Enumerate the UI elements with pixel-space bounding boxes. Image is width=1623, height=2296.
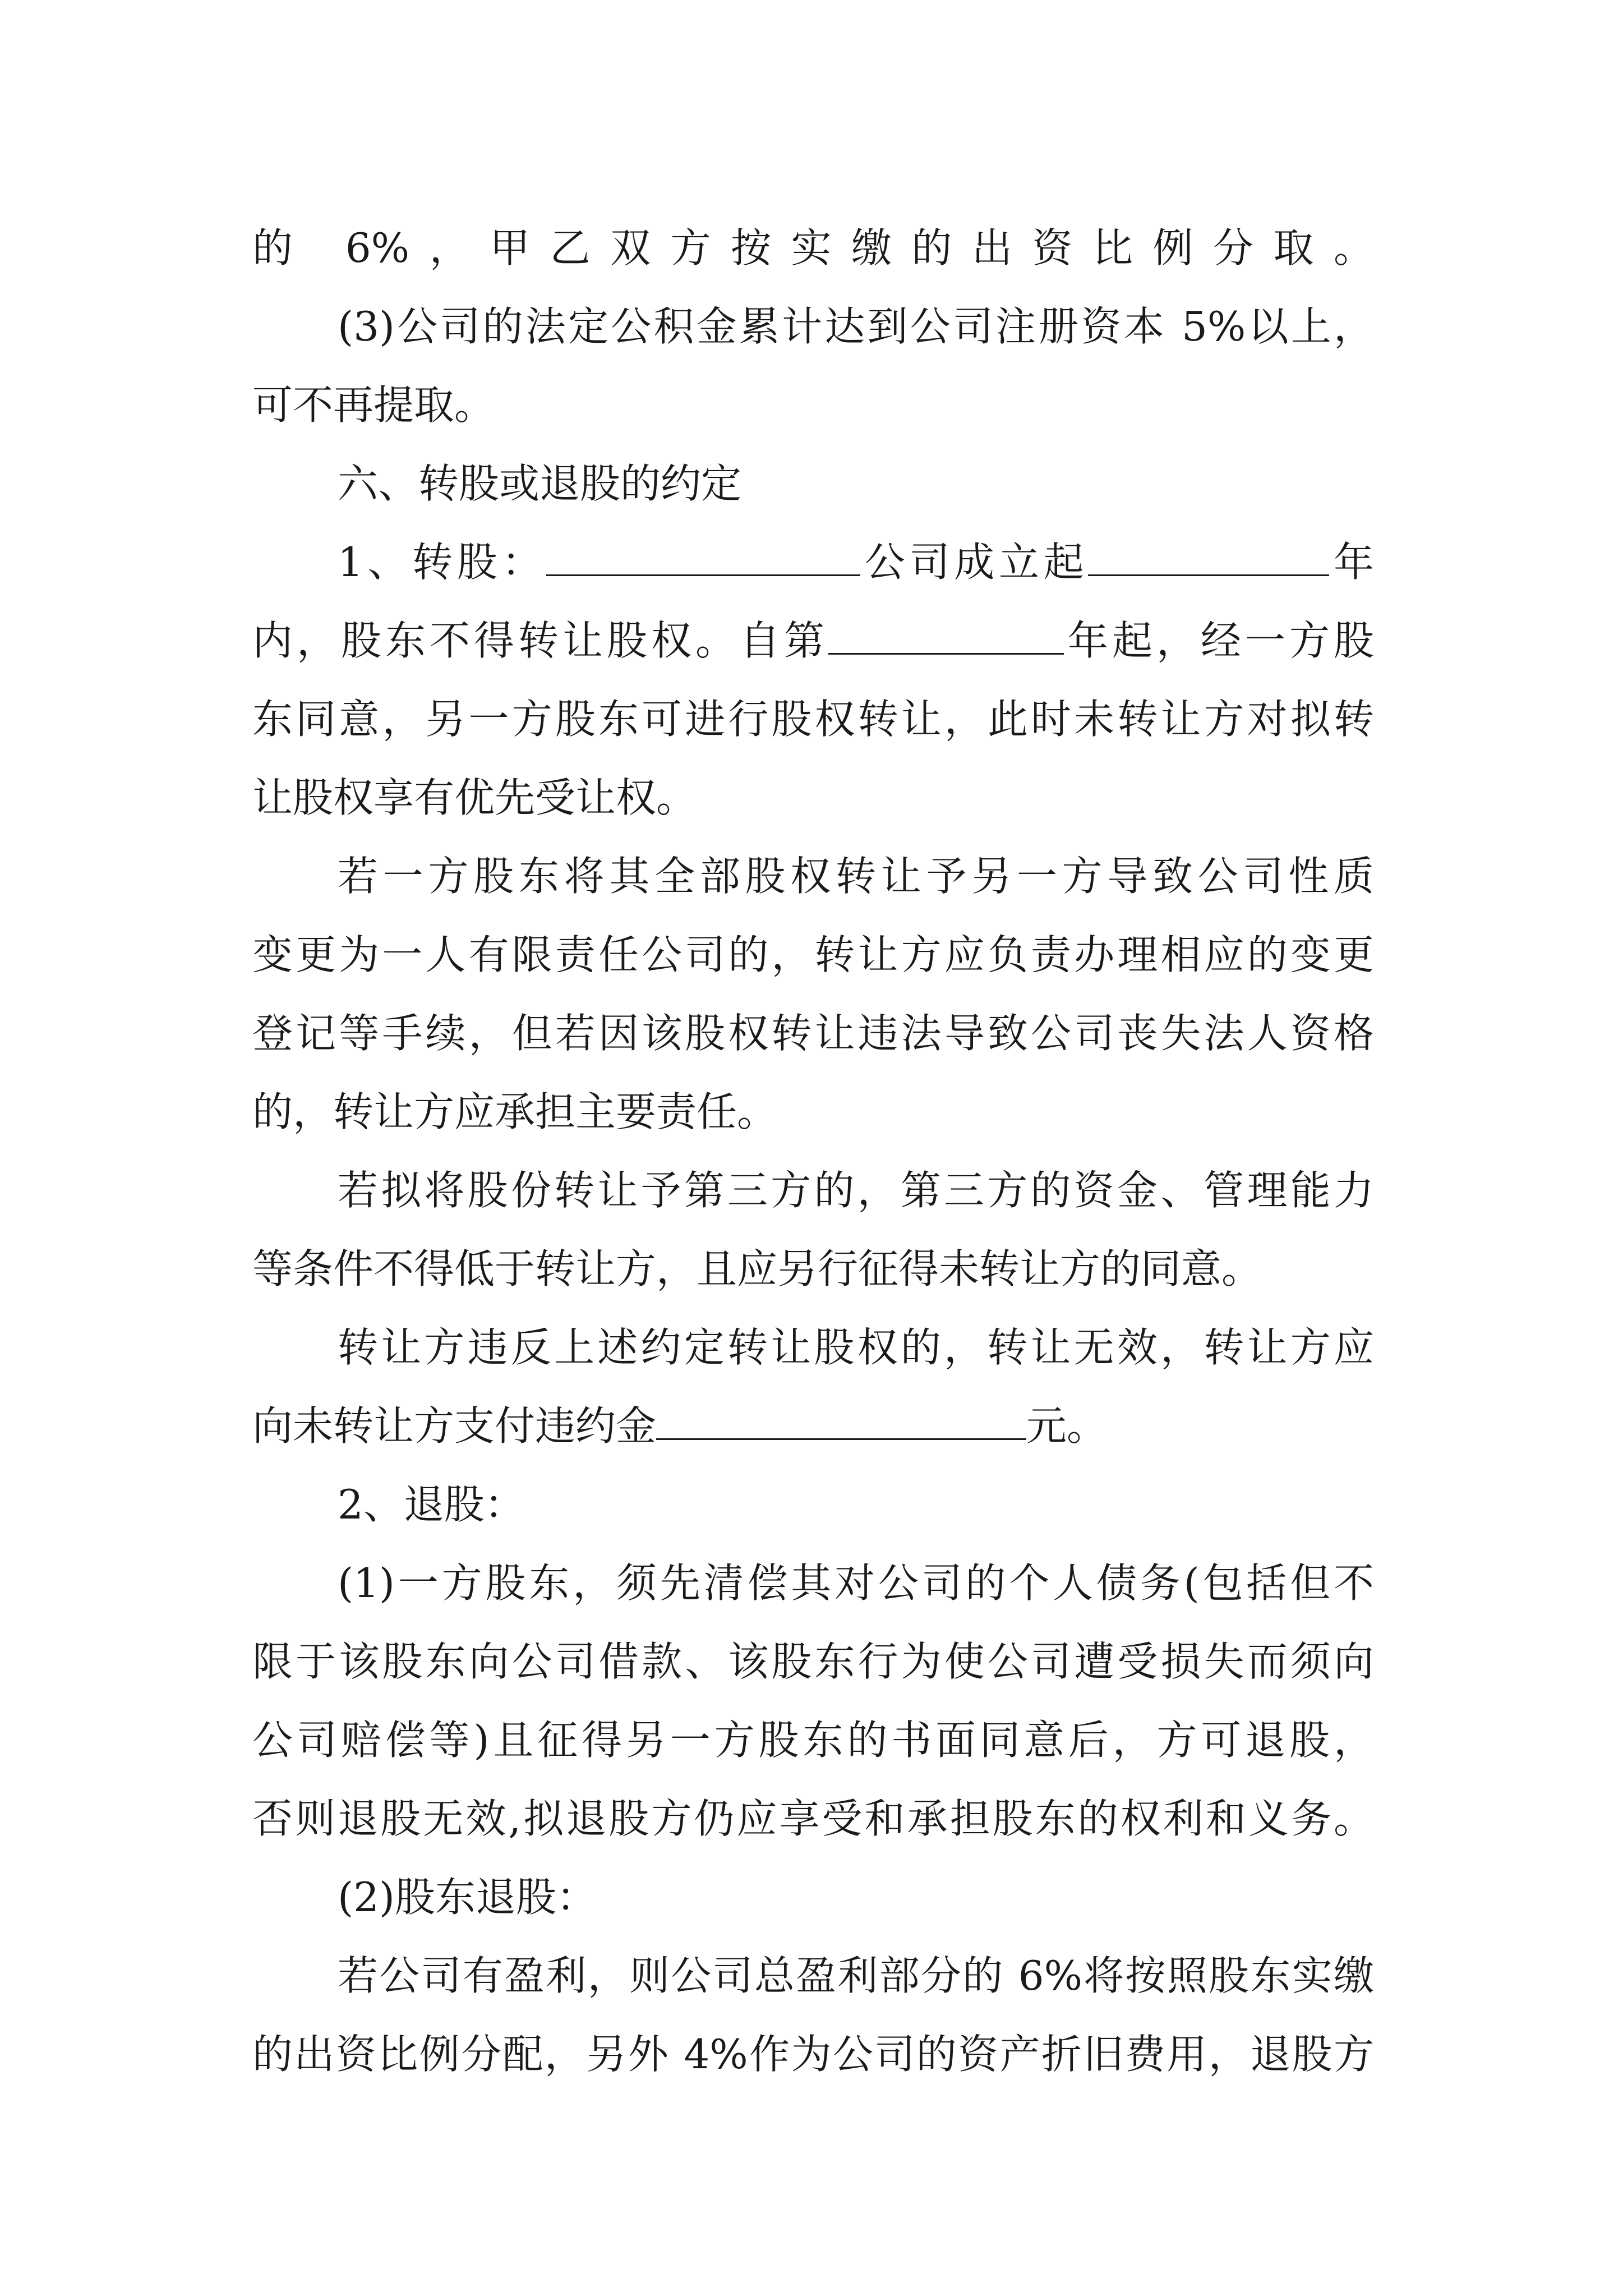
text-fragment: 年 — [1329, 539, 1374, 586]
paragraph-line: 公司赔偿等)且征得另一方股东的书面同意后，方可退股， — [252, 1717, 1374, 1764]
text-fragment: 内，股东不得转让股权。自第 — [252, 617, 828, 664]
paragraph-line: (3)公司的法定公积金累计达到公司注册资本 5%以上， — [338, 303, 1374, 350]
text-fragment: 向未转让方支付违约金 — [252, 1402, 657, 1450]
document-page — [252, 209, 1374, 2093]
text-fragment: 元。 — [1026, 1402, 1108, 1450]
paragraph-line: 的出资比例分配，另外 4%作为公司的资产折旧费用，退股方 — [252, 2031, 1374, 2078]
paragraph-line: 若一方股东将其全部股权转让予另一方导致公司性质 — [338, 853, 1374, 900]
text-fragment: 公司成立起 — [860, 539, 1089, 586]
paragraph-line: 变更为一人有限责任公司的，转让方应负责办理相应的变更 — [252, 931, 1374, 978]
paragraph-line: 若公司有盈利，则公司总盈利部分的 6%将按照股东实缴 — [338, 1952, 1374, 1999]
paragraph-line: 的 6%，甲乙双方按实缴的出资比例分取。 — [252, 224, 1374, 272]
paragraph-line: 的，转让方应承担主要责任。 — [252, 1088, 778, 1135]
paragraph-line: (2)股东退股： — [338, 1874, 597, 1921]
paragraph-line: 限于该股东向公司借款、该股东行为使公司遭受损失而须向 — [252, 1638, 1374, 1685]
fill-in-blank — [546, 537, 860, 576]
fill-in-blank — [656, 1401, 1026, 1440]
paragraph-line-with-blanks — [252, 601, 1374, 680]
paragraph-line-with-blanks — [252, 1387, 1374, 1465]
paragraph-line: 登记等手续，但若因该股权转让违法导致公司丧失法人资格 — [252, 1010, 1374, 1057]
paragraph-line: (1)一方股东，须先清偿其对公司的个人债务(包括但不 — [338, 1559, 1374, 1607]
paragraph-line: 可不再提取。 — [252, 381, 495, 429]
paragraph-line: 东同意，另一方股东可进行股权转让，此时未转让方对拟转 — [252, 696, 1374, 743]
fill-in-blank — [1088, 537, 1329, 576]
paragraph-line-with-blanks — [252, 523, 1374, 601]
text-fragment: 1、转股： — [338, 539, 547, 586]
paragraph-line: 等条件不得低于转让方，且应另行征得未转让方的同意。 — [252, 1245, 1262, 1292]
section-heading: 六、转股或退股的约定 — [338, 460, 742, 507]
paragraph-line: 若拟将股份转让予第三方的，第三方的资金、管理能力 — [338, 1167, 1374, 1214]
paragraph-line: 2、退股： — [338, 1481, 525, 1528]
paragraph-line: 否则退股无效,拟退股方仍应享受和承担股东的权利和义务。 — [252, 1795, 1374, 1842]
paragraph-line: 转让方违反上述约定转让股权的，转让无效，转让方应 — [338, 1324, 1374, 1371]
fill-in-blank — [828, 616, 1064, 655]
text-fragment: 年起，经一方股 — [1063, 617, 1374, 664]
paragraph-line: 让股权享有优先受让权。 — [252, 774, 697, 821]
